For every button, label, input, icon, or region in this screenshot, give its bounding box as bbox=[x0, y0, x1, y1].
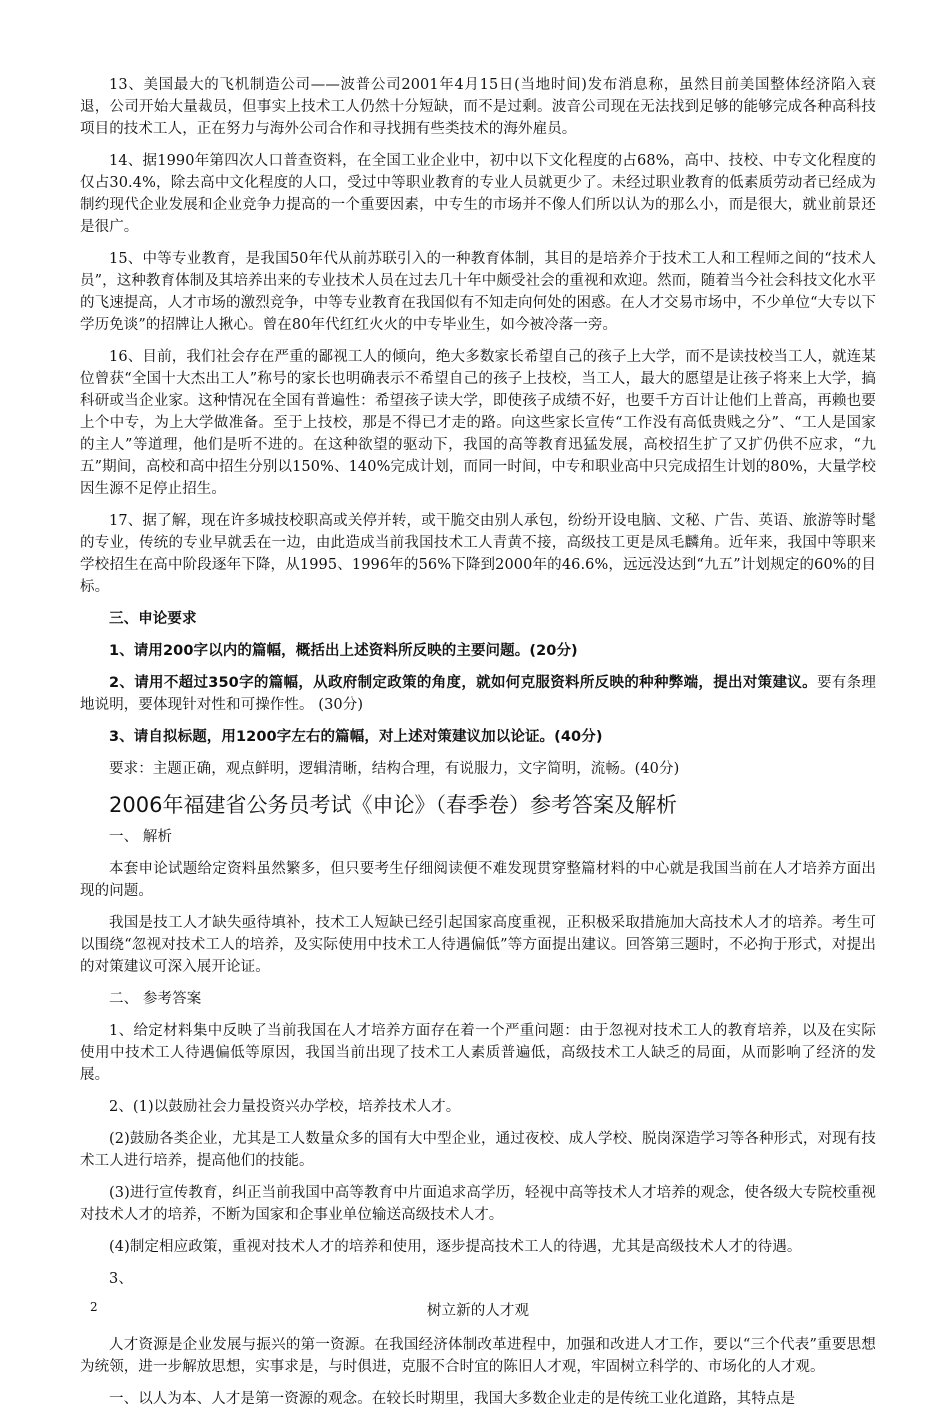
question-2-bold: 2、请用不超过350字的篇幅，从政府制定政策的角度，就如何克服资料所反映的种种弊端，提出对策建议。 bbox=[109, 675, 817, 691]
answer-2-item-1: 2、(1)以鼓励社会力量投资兴办学校，培养技术人才。 bbox=[109, 1099, 461, 1115]
question-2-normal: 要有条理地说明，要体现针对性和可操作性。 (30分) bbox=[80, 675, 876, 713]
question-1: 1、请用200字以内的篇幅，概括出上述资料所反映的主要问题。(20分) bbox=[109, 643, 578, 659]
answer-2-item-3: (3)进行宣传教育，纠正当前我国中高等教育中片面追求高学历，轻视中高等技术人才培养的观念，使各级大专院校重视对技术人才的培养，不断为国家和企事业单位输送高级技术人才。 bbox=[80, 1185, 876, 1223]
essay-title: 树立新的人才观 bbox=[426, 1303, 530, 1319]
analysis-paragraph-1: 本套申论试题给定资料虽然繁多，但只要考生仔细阅读便不难发现贯穿整篇材料的中心就是我国当前在人才培养方面出现的问题。 bbox=[80, 861, 876, 899]
requirements-note: 要求：主题正确，观点鲜明，逻辑清晰，结构合理，有说服力，文字简明，流畅。(40分) bbox=[109, 761, 680, 777]
paragraph-15: 15、中等专业教育，是我国50年代从前苏联引入的一种教育体制，其目的是培养介于技术工人和工程师之间的“技术人员”，这种教育体制及其培养出来的专业技术人员在过去几十年中颇受社会的重视和欢迎。然而，随着当今社会科技文化水平的飞速提高，人才市场的激烈竞争，中等专业教育在我国似有不知走向何处的困惑。在人才交易市场中，不少单位“大专以下学历免谈”的招牌让人揪心。曾在80年代红红火火的中专毕业生，如今被冷落一旁。 bbox=[80, 251, 876, 333]
paragraph-13: 13、美国最大的飞机制造公司——波普公司2001年4月15日(当地时间)发布消息称，虽然目前美国整体经济陷入衰退，公司开始大量裁员，但事实上技术工人仍然十分短缺，而不是过剩。波音公司现在无法找到足够的能够完成各种高科技项目的技术工人，正在努力与海外公司合作和寻找拥有些类技术的海外雇员。 bbox=[80, 77, 876, 137]
page-content bbox=[80, 74, 876, 1420]
answer-1: 1、给定材料集中反映了当前我国在人才培养方面存在着一个严重问题：由于忽视对技术工人的教育培养，以及在实际使用中技术工人待遇偏低等原因，我国当前出现了技术工人素质普遍低，高级技术工人缺乏的局面，从而影响了经济的发展。 bbox=[80, 1023, 876, 1083]
paragraph-14: 14、据1990年第四次人口普查资料，在全国工业企业中，初中以下文化程度的占68%，高中、技校、中专文化程度的仅占30.4%，除去高中文化程度的人口，受过中等职业教育的专业人员就更少了。未经过职业教育的低素质劳动者已经成为制约现代企业发展和企业竞争力提高的一个重要因素，中专生的市场并不像人们所以认为的那么小，而是很大，就业前景还是很广。 bbox=[80, 153, 876, 235]
paragraph-16: 16、目前，我们社会存在严重的鄙视工人的倾向，绝大多数家长希望自己的孩子上大学，而不是读技校当工人，就连某位曾获“全国十大杰出工人”称号的家长也明确表示不希望自己的孩子上技校，当工人，最大的愿望是让孩子将来上大学，搞科研或当企业家。这种情况在全国有普遍性：希望孩子读大学，即使孩子成绩不好，也要千方百计让他们上普高，再赖也要上个中专，为上大学做准备。至于上技校，那是不得已才走的路。向这些家长宣传“工作没有高低贵贱之分”、“工人是国家的主人”等道理，他们是听不进的。在这种欲望的驱动下，我国的高等教育迅猛发展，高校招生扩了又扩仍供不应求，“九五”期间，高校和高中招生分别以150%、140%完成计划，而同一时间，中专和职业高中只完成招生计划的80%，大量学校因生源不足停止招生。 bbox=[80, 349, 876, 497]
requirements-heading: 三、申论要求 bbox=[109, 611, 197, 627]
answer-2-item-2: (2)鼓励各类企业，尤其是工人数量众多的国有大中型企业，通过夜校、成人学校、脱岗深造学习等各种形式，对现有技术工人进行培养，提高他们的技能。 bbox=[80, 1131, 876, 1169]
answer-title: 2006年福建省公务员考试《申论》（春季卷）参考答案及解析 bbox=[109, 793, 677, 817]
essay-paragraph-2: 一、以人为本、人才是第一资源的观念。在较长时期里，我国大多数企业走的是传统工业化道路，其特点是 bbox=[109, 1391, 796, 1407]
question-2 bbox=[80, 672, 876, 716]
section-answer-heading: 二、 参考答案 bbox=[109, 991, 202, 1007]
essay-paragraph-1: 人才资源是企业发展与振兴的第一资源。在我国经济体制改革进程中，加强和改进人才工作，要以“三个代表”重要思想为统领，进一步解放思想，实事求是，与时俱进，克服不合时宜的陈旧人才观，牢固树立科学的、市场化的人才观。 bbox=[80, 1337, 876, 1375]
question-3: 3、请自拟标题，用1200字左右的篇幅，对上述对策建议加以论证。(40分) bbox=[109, 729, 603, 745]
section-analysis-heading: 一、 解析 bbox=[109, 829, 173, 845]
paragraph-17: 17、据了解，现在许多城技校职高或关停并转，或干脆交由别人承包，纷纷开设电脑、文秘、广告、英语、旅游等时髦的专业，传统的专业早就丢在一边，由此造成当前我国技术工人青黄不接，高级技工更是凤毛麟角。近年来，我国中等职来学校招生在高中阶段逐年下降，从1995、1996年的56%下降到2000年的46.6%，远远没达到“九五”计划规定的60%的目标。 bbox=[80, 513, 876, 595]
answer-2-item-4: (4)制定相应政策，重视对技术人才的培养和使用，逐步提高技术工人的待遇，尤其是高级技术人才的待遇。 bbox=[109, 1239, 802, 1255]
page-number: 2 bbox=[90, 1300, 98, 1314]
answer-3-label: 3、 bbox=[109, 1271, 133, 1287]
analysis-paragraph-2: 我国是技工人才缺失亟待填补，技术工人短缺已经引起国家高度重视，正积极采取措施加大高技术人才的培养。考生可以围绕“忽视对技术工人的培养，及实际使用中技术工人待遇偏低”等方面提出建议。回答第三题时，不必拘于形式，对提出的对策建议可深入展开论证。 bbox=[80, 915, 876, 975]
